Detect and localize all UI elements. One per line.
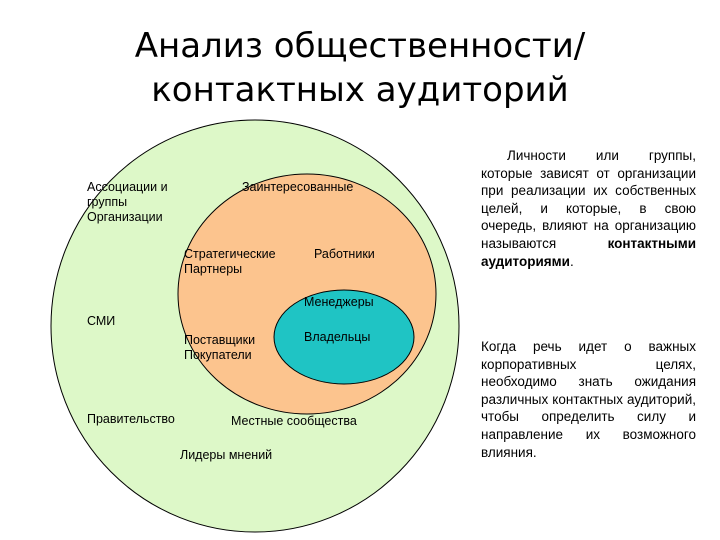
label-interested: Заинтересованные <box>242 180 354 194</box>
label-media: СМИ <box>87 314 116 328</box>
title-line-1: Анализ общественности/ <box>134 26 586 66</box>
middle-circle <box>178 174 436 414</box>
label-strategic-partners: Стратегические Партнеры <box>184 247 276 276</box>
label-associations: Ассоциации и группы Организации <box>87 180 168 224</box>
side-paragraph-1-bold: контактными аудиториями <box>481 235 696 269</box>
label-opinion-leaders: Лидеры мнений <box>180 448 273 462</box>
label-local-communities: Местные сообщества <box>231 414 357 428</box>
side-paragraph-1-text: Личности или группы, которые зависят от организации при реализации их собственных целей, и которые, в свою очередь, влияют на организацию называются <box>481 148 696 251</box>
side-paragraph-2: Когда речь идет о важных корпоративных целях, необходимо знать ожидания различных контактных аудиторий, чтобы определить силу и направление их возможного влияния. <box>481 339 696 460</box>
label-employees: Работники <box>314 247 375 261</box>
label-suppliers-buyers: Поставщики Покупатели <box>184 333 256 362</box>
label-government: Правительство <box>87 412 175 426</box>
side-paragraph-1 <box>481 147 696 270</box>
label-owners: Владельцы <box>304 330 371 344</box>
title-line-2: контактных аудиторий <box>151 70 569 110</box>
side-paragraph-1-end: . <box>569 253 574 269</box>
label-managers: Менеджеры <box>304 295 374 309</box>
